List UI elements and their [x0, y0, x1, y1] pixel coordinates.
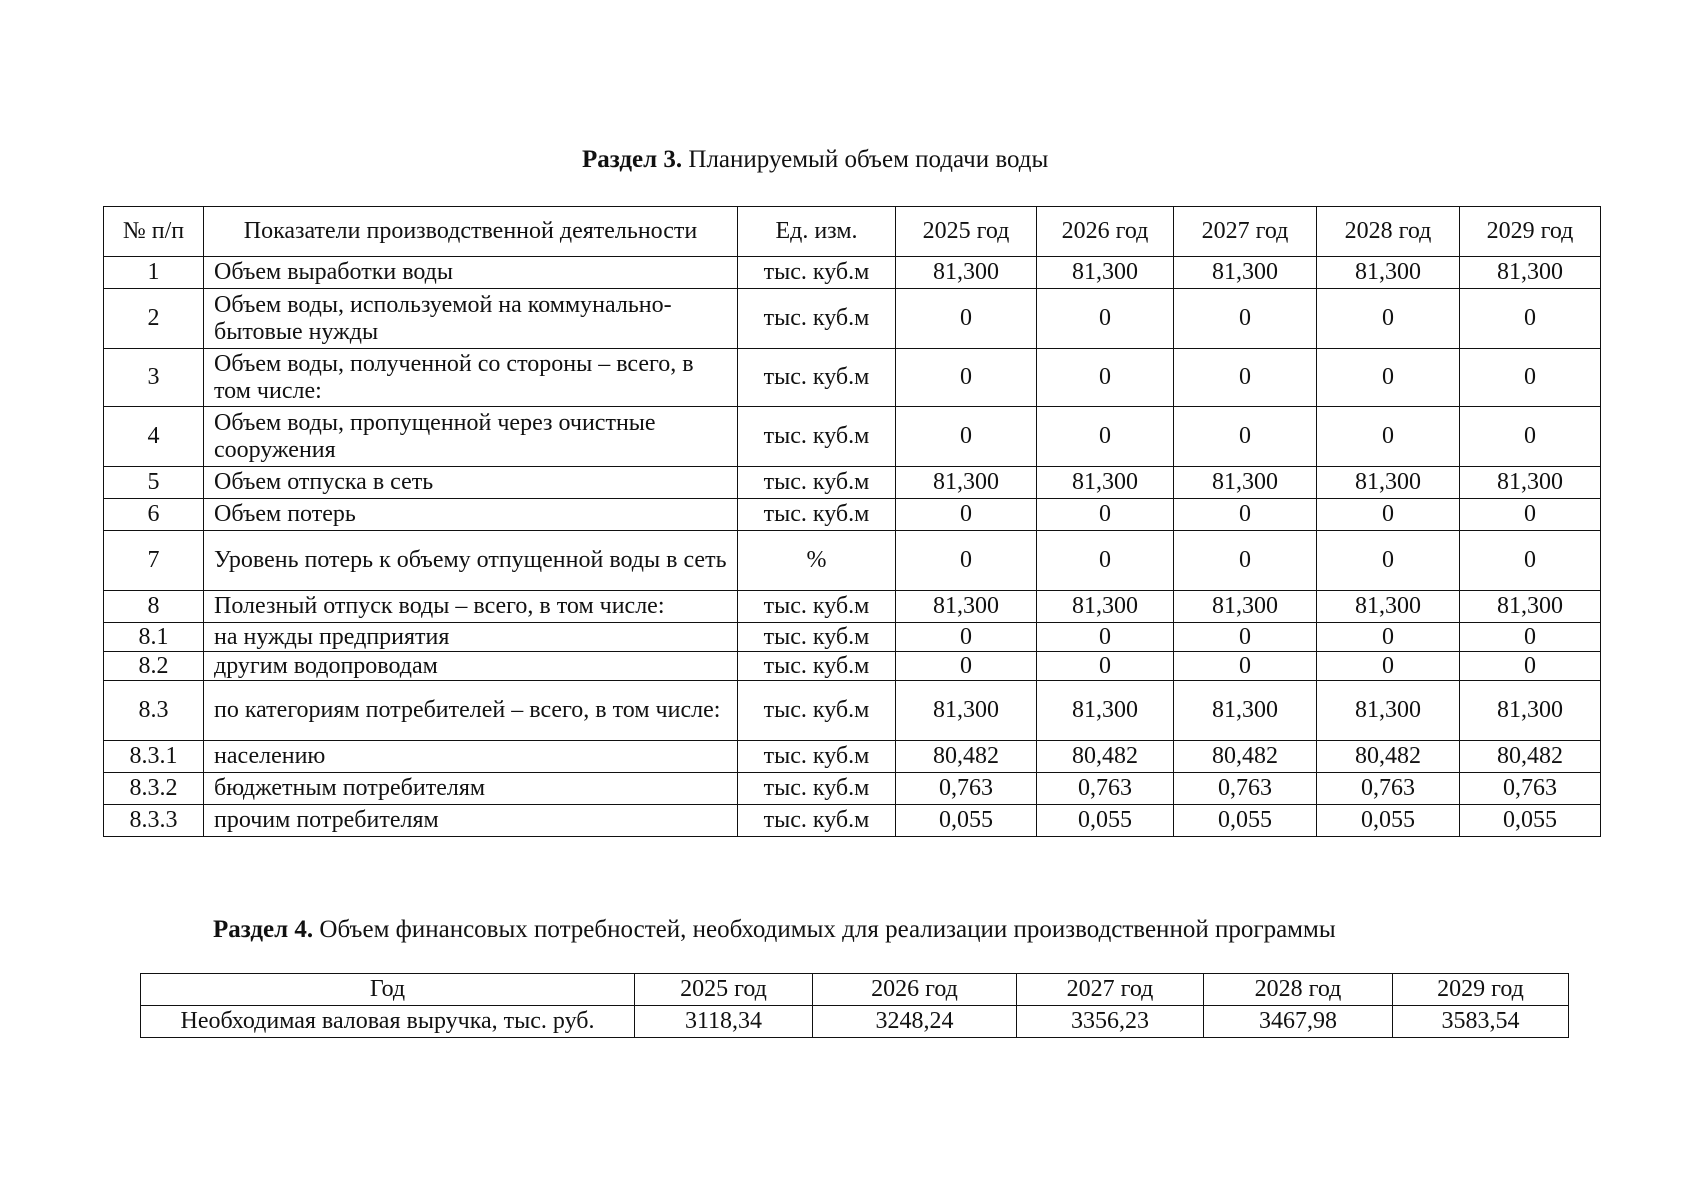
revenue-label-cell: Необходимая валовая выручка, тыс. руб. [141, 1006, 635, 1038]
year-value-cell: 0 [1460, 531, 1601, 591]
unit-cell: тыс. куб.м [738, 257, 896, 289]
section-3-heading: Планируемый объем подачи воды [688, 146, 1049, 173]
unit-cell: тыс. куб.м [738, 623, 896, 652]
financial-needs-table [140, 973, 1569, 1038]
year-value-cell: 0 [1174, 623, 1317, 652]
year-value-cell: 0 [1460, 349, 1601, 407]
year-value-cell: 0 [896, 652, 1037, 681]
indicator-name-cell: Полезный отпуск воды – всего, в том числе: [204, 591, 738, 623]
indicator-name-cell: бюджетным потребителям [204, 773, 738, 805]
year-value-cell: 0 [1037, 623, 1174, 652]
year-value-cell: 81,300 [896, 257, 1037, 289]
revenue-value-cell: 3467,98 [1204, 1006, 1393, 1038]
year-value-cell: 80,482 [896, 741, 1037, 773]
year-value-cell: 0 [1317, 289, 1460, 349]
year-value-cell: 0 [1317, 531, 1460, 591]
table-row [104, 467, 1601, 499]
table-row [104, 681, 1601, 741]
year-value-cell: 0 [1037, 407, 1174, 467]
unit-cell: тыс. куб.м [738, 499, 896, 531]
indicator-name-cell: Объем потерь [204, 499, 738, 531]
header-cell-year: 2026 год [813, 974, 1017, 1006]
water-supply-table [103, 206, 1601, 837]
header-cell-year: 2025 год [635, 974, 813, 1006]
revenue-value-cell: 3356,23 [1017, 1006, 1204, 1038]
year-value-cell: 0,055 [1460, 805, 1601, 837]
section-3-title [582, 147, 1048, 172]
unit-cell: % [738, 531, 896, 591]
indicator-name-cell: Объем выработки воды [204, 257, 738, 289]
year-value-cell: 0 [896, 623, 1037, 652]
year-value-cell: 0 [1037, 531, 1174, 591]
table-row [104, 257, 1601, 289]
table-row [104, 741, 1601, 773]
table-header-row [141, 974, 1569, 1006]
header-cell-year: 2028 год [1204, 974, 1393, 1006]
year-value-cell: 0 [1460, 652, 1601, 681]
table-row [141, 1006, 1569, 1038]
header-cell-year: 2025 год [896, 207, 1037, 257]
unit-cell: тыс. куб.м [738, 773, 896, 805]
indicator-name-cell: прочим потребителям [204, 805, 738, 837]
year-value-cell: 0 [1317, 623, 1460, 652]
year-value-cell: 0,763 [1460, 773, 1601, 805]
year-value-cell: 81,300 [1460, 681, 1601, 741]
table-row [104, 289, 1601, 349]
year-value-cell: 0 [1037, 289, 1174, 349]
year-value-cell: 0,055 [1174, 805, 1317, 837]
header-cell-number: № п/п [104, 207, 204, 257]
year-value-cell: 81,300 [1317, 467, 1460, 499]
header-cell-year: 2027 год [1017, 974, 1204, 1006]
year-value-cell: 81,300 [1174, 467, 1317, 499]
row-number-cell: 8.2 [104, 652, 204, 681]
table-row [104, 805, 1601, 837]
table-header-row [104, 207, 1601, 257]
year-value-cell: 80,482 [1460, 741, 1601, 773]
year-value-cell: 81,300 [1174, 257, 1317, 289]
indicator-name-cell: Объем воды, полученной со стороны – всего, в том числе: [204, 349, 738, 407]
year-value-cell: 0,763 [1174, 773, 1317, 805]
year-value-cell: 0 [1174, 652, 1317, 681]
year-value-cell: 0 [1037, 349, 1174, 407]
year-value-cell: 0,055 [1037, 805, 1174, 837]
year-value-cell: 81,300 [1174, 591, 1317, 623]
year-value-cell: 0 [1317, 407, 1460, 467]
year-value-cell: 81,300 [1317, 257, 1460, 289]
year-value-cell: 80,482 [1174, 741, 1317, 773]
indicator-name-cell: другим водопроводам [204, 652, 738, 681]
year-value-cell: 0 [1460, 499, 1601, 531]
row-number-cell: 1 [104, 257, 204, 289]
year-value-cell: 81,300 [1037, 681, 1174, 741]
indicator-name-cell: Объем воды, пропущенной через очистные сооружения [204, 407, 738, 467]
row-number-cell: 5 [104, 467, 204, 499]
row-number-cell: 6 [104, 499, 204, 531]
year-value-cell: 0 [1174, 407, 1317, 467]
year-value-cell: 0 [1317, 652, 1460, 681]
year-value-cell: 0 [896, 407, 1037, 467]
row-number-cell: 2 [104, 289, 204, 349]
header-cell-year: 2027 год [1174, 207, 1317, 257]
indicator-name-cell: Объем отпуска в сеть [204, 467, 738, 499]
year-value-cell: 0 [896, 349, 1037, 407]
year-value-cell: 0,055 [896, 805, 1037, 837]
year-value-cell: 0,763 [896, 773, 1037, 805]
year-value-cell: 81,300 [1460, 467, 1601, 499]
indicator-name-cell: на нужды предприятия [204, 623, 738, 652]
year-value-cell: 0 [1460, 407, 1601, 467]
year-value-cell: 0 [1460, 623, 1601, 652]
indicator-name-cell: населению [204, 741, 738, 773]
unit-cell: тыс. куб.м [738, 349, 896, 407]
unit-cell: тыс. куб.м [738, 652, 896, 681]
year-value-cell: 0 [1037, 652, 1174, 681]
table-row [104, 499, 1601, 531]
year-value-cell: 80,482 [1317, 741, 1460, 773]
year-value-cell: 0,763 [1037, 773, 1174, 805]
indicator-name-cell: Объем воды, используемой на коммунально-бытовые нужды [204, 289, 738, 349]
year-value-cell: 81,300 [1460, 591, 1601, 623]
indicator-name-cell: по категориям потребителей – всего, в том числе: [204, 681, 738, 741]
unit-cell: тыс. куб.м [738, 289, 896, 349]
row-number-cell: 8.3.2 [104, 773, 204, 805]
row-number-cell: 8 [104, 591, 204, 623]
row-number-cell: 8.3.1 [104, 741, 204, 773]
header-cell-year: 2028 год [1317, 207, 1460, 257]
table-row [104, 623, 1601, 652]
year-value-cell: 0 [1174, 349, 1317, 407]
year-value-cell: 0 [1174, 289, 1317, 349]
year-value-cell: 81,300 [1174, 681, 1317, 741]
section-4-label: Раздел 4. [213, 916, 314, 943]
year-value-cell: 0 [1037, 499, 1174, 531]
row-number-cell: 3 [104, 349, 204, 407]
table-row [104, 407, 1601, 467]
table-row [104, 652, 1601, 681]
year-value-cell: 0 [1174, 531, 1317, 591]
year-value-cell: 0 [1317, 499, 1460, 531]
year-value-cell: 0 [1174, 499, 1317, 531]
table-row [104, 531, 1601, 591]
year-value-cell: 0,763 [1317, 773, 1460, 805]
revenue-value-cell: 3583,54 [1393, 1006, 1569, 1038]
year-value-cell: 81,300 [1460, 257, 1601, 289]
year-value-cell: 81,300 [896, 467, 1037, 499]
year-value-cell: 80,482 [1037, 741, 1174, 773]
revenue-value-cell: 3118,34 [635, 1006, 813, 1038]
year-value-cell: 0 [1317, 349, 1460, 407]
table-row [104, 349, 1601, 407]
year-value-cell: 0,055 [1317, 805, 1460, 837]
year-value-cell: 81,300 [1317, 681, 1460, 741]
header-cell-indicator: Показатели производственной деятельности [204, 207, 738, 257]
header-cell-year: 2029 год [1393, 974, 1569, 1006]
year-value-cell: 0 [896, 289, 1037, 349]
unit-cell: тыс. куб.м [738, 591, 896, 623]
header-cell-year-label: Год [141, 974, 635, 1006]
year-value-cell: 81,300 [1317, 591, 1460, 623]
section-4-title [213, 917, 1336, 942]
year-value-cell: 81,300 [1037, 467, 1174, 499]
section-3-label: Раздел 3. [582, 146, 683, 173]
header-cell-year: 2029 год [1460, 207, 1601, 257]
year-value-cell: 81,300 [896, 591, 1037, 623]
section-4-heading: Объем финансовых потребностей, необходимых для реализации производственной программы [319, 916, 1336, 943]
revenue-value-cell: 3248,24 [813, 1006, 1017, 1038]
row-number-cell: 8.1 [104, 623, 204, 652]
unit-cell: тыс. куб.м [738, 681, 896, 741]
year-value-cell: 0 [896, 531, 1037, 591]
unit-cell: тыс. куб.м [738, 467, 896, 499]
header-cell-unit: Ед. изм. [738, 207, 896, 257]
header-cell-year: 2026 год [1037, 207, 1174, 257]
year-value-cell: 81,300 [896, 681, 1037, 741]
water-supply-table-body [104, 257, 1601, 837]
row-number-cell: 4 [104, 407, 204, 467]
table-row [104, 591, 1601, 623]
year-value-cell: 0 [1460, 289, 1601, 349]
row-number-cell: 7 [104, 531, 204, 591]
table-row [104, 773, 1601, 805]
year-value-cell: 81,300 [1037, 591, 1174, 623]
unit-cell: тыс. куб.м [738, 805, 896, 837]
indicator-name-cell: Уровень потерь к объему отпущенной воды в сеть [204, 531, 738, 591]
row-number-cell: 8.3 [104, 681, 204, 741]
year-value-cell: 81,300 [1037, 257, 1174, 289]
row-number-cell: 8.3.3 [104, 805, 204, 837]
unit-cell: тыс. куб.м [738, 741, 896, 773]
unit-cell: тыс. куб.м [738, 407, 896, 467]
year-value-cell: 0 [896, 499, 1037, 531]
